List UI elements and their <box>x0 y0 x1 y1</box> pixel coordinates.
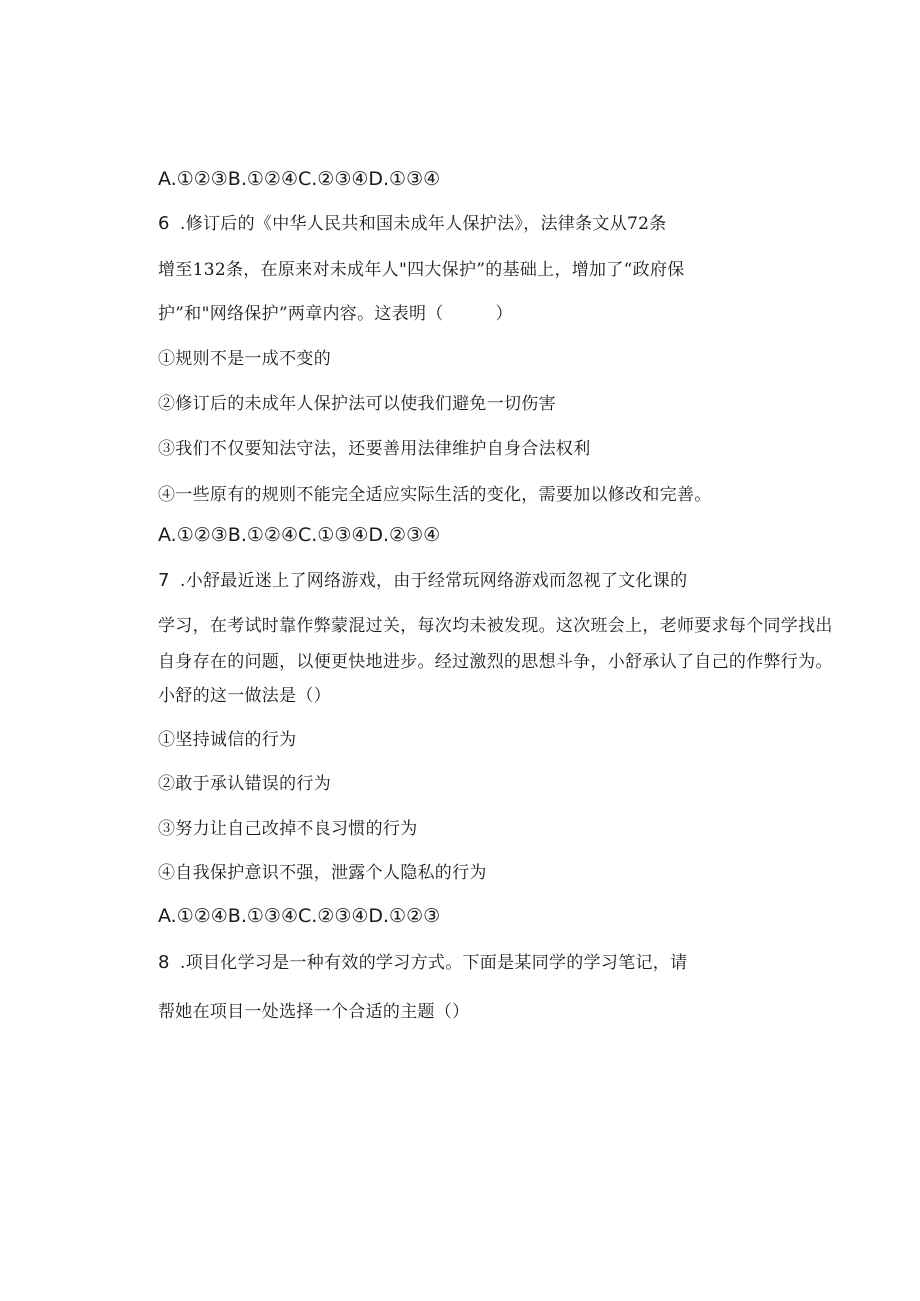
q8-stem-line1 <box>158 952 687 974</box>
q7-stem-line2: 学习，在考试时靠作弊蒙混过关，每次均未被发现。这次班会上，老师要求每个同学找出 <box>158 616 833 636</box>
q6-stem-line3: 护”和"网络保护”两章内容。这表明（ ） <box>158 304 513 324</box>
q7-stem-line1 <box>158 570 687 592</box>
q6-statement-3: ③我们不仅要知法守法，还要善用法律维护自身合法权利 <box>158 439 591 459</box>
q7-stem-text1: .小舒最近迷上了网络游戏，由于经常玩网络游戏而忽视了文化课的 <box>180 571 688 591</box>
q6-statement-2: ②修订后的未成年人保护法可以使我们避免一切伤害 <box>158 394 556 414</box>
q6-stem-text1: .修订后的《中华人民共和国未成年人保护法》，法律条文从72条 <box>180 214 667 234</box>
q6-stem-line1 <box>158 213 667 235</box>
q7-stem-line3: 自身存在的问题，以便更快地进步。经过激烈的思想斗争，小舒承认了自己的作弊行为。 <box>158 652 833 672</box>
q7-options: A.①②④B.①③④C.②③④D.①②③ <box>158 905 441 927</box>
q7-statement-1: ①坚持诚信的行为 <box>158 730 297 750</box>
q7-statement-2: ②敢于承认错误的行为 <box>158 774 331 794</box>
q7-number: 7 <box>158 570 170 591</box>
q7-stem-line4: 小舒的这一做法是（） <box>158 686 331 706</box>
q6-options: A.①②③B.①②④C.①③④D.②③④ <box>158 524 441 546</box>
q8-stem-text1: .项目化学习是一种有效的学习方式。下面是某同学的学习笔记，请 <box>180 953 688 973</box>
q7-statement-4: ④自我保护意识不强，泄露个人隐私的行为 <box>158 863 487 883</box>
q6-statement-1: ①规则不是一成不变的 <box>158 349 331 369</box>
q6-stem-line2: 增至132条，在原来对未成年人"四大保护”的基础上，增加了“政府保 <box>158 260 685 280</box>
q6-statement-4: ④一些原有的规则不能完全适应实际生活的变化，需要加以修改和完善。 <box>158 485 712 505</box>
q6-number: 6 <box>158 213 170 234</box>
q7-statement-3: ③努力让自己改掉不良习惯的行为 <box>158 819 418 839</box>
q5-options: A.①②③B.①②④C.②③④D.①③④ <box>158 168 441 190</box>
q8-stem-line2: 帮她在项目一处选择一个合适的主题（） <box>158 1002 470 1022</box>
q8-number: 8 <box>158 952 170 973</box>
